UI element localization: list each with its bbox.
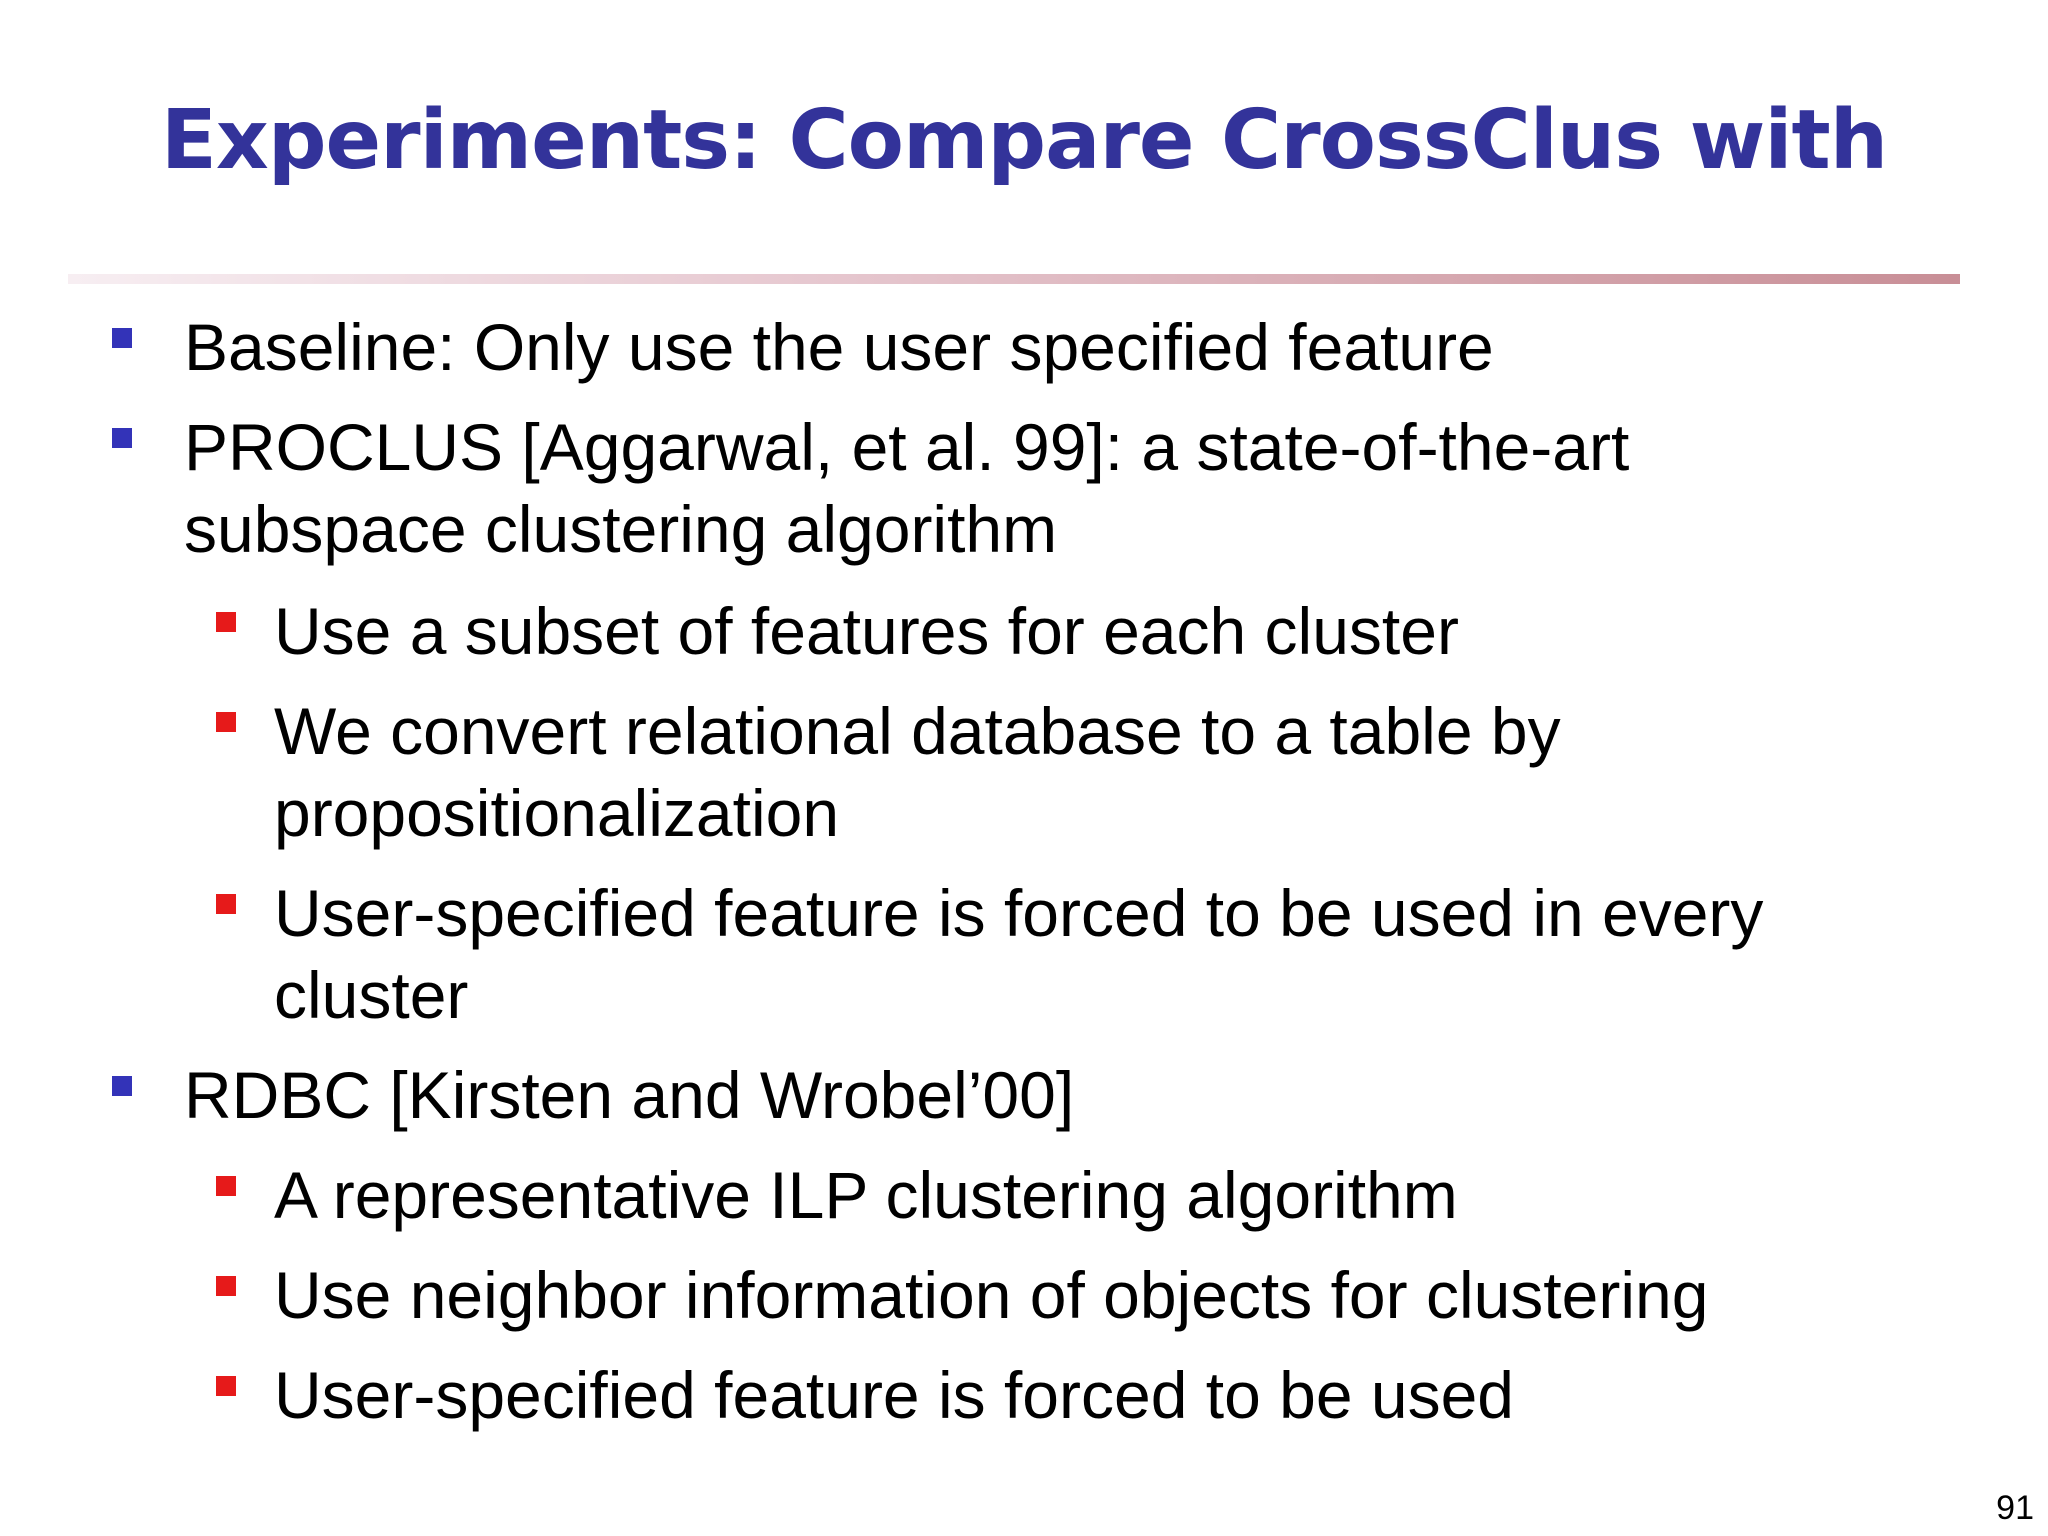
bullet-item-proclus: PROCLUS [Aggarwal, et al. 99]: a state-of-the-art subspace clustering algorithm: [184, 410, 1630, 566]
sub-bullet-item-forced-every: User-specified feature is forced to be used in every cluster: [274, 876, 1764, 1032]
level2-bullet-icon: [216, 1376, 236, 1396]
bullet-item-baseline: Baseline: Only use the user specified feature: [184, 310, 1494, 384]
level2-bullet-icon: [216, 712, 236, 732]
level1-bullet-icon: [112, 1076, 132, 1096]
slide-title: Experiments: Compare CrossClus with: [160, 93, 1888, 188]
sub-bullet-item-convert: We convert relational database to a table by propositionalization: [274, 694, 1561, 850]
bullet-item-rdbc: RDBC [Kirsten and Wrobel’00]: [184, 1058, 1075, 1132]
level1-bullet-icon: [112, 428, 132, 448]
level2-bullet-icon: [216, 894, 236, 914]
level2-bullet-icon: [216, 612, 236, 632]
sub-bullet-item-subset: Use a subset of features for each cluster: [274, 594, 1459, 668]
sub-bullet-item-forced: User-specified feature is forced to be used: [274, 1358, 1514, 1432]
level2-bullet-icon: [216, 1176, 236, 1196]
sub-bullet-item-neighbor: Use neighbor information of objects for clustering: [274, 1258, 1709, 1332]
level1-bullet-icon: [112, 328, 132, 348]
page-number: 91: [1996, 1489, 2034, 1527]
level2-bullet-icon: [216, 1276, 236, 1296]
sub-bullet-item-ilp: A representative ILP clustering algorithm: [274, 1158, 1458, 1232]
